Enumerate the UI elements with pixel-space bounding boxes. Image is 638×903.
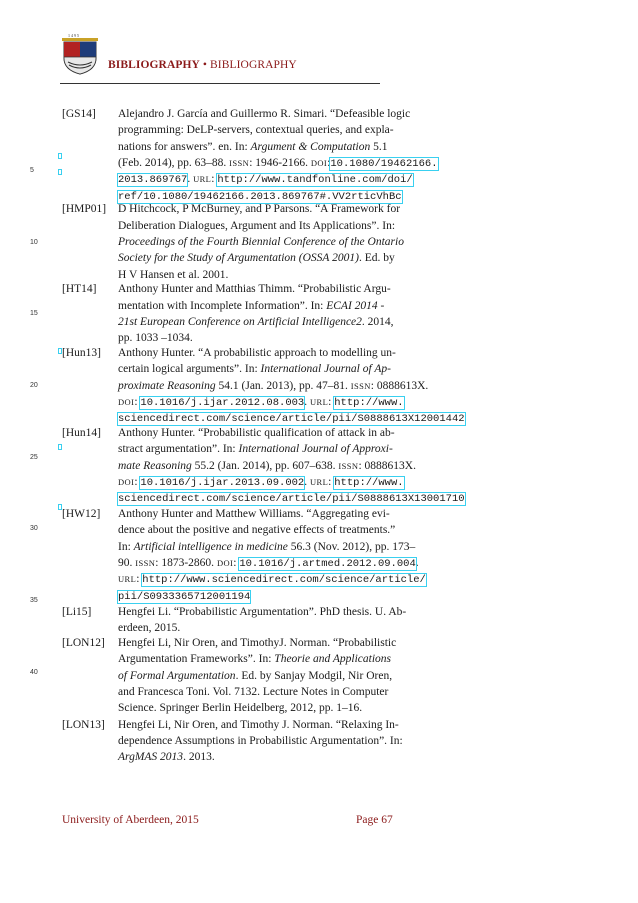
url-label: URL	[309, 477, 329, 488]
entry-text: . Ed. by Sanjay Modgil, Nir Oren,	[235, 669, 393, 682]
citation-key: [HW12]	[62, 507, 101, 520]
issn-value: : 1946-2166.	[249, 157, 311, 170]
entry-text: stract argumentation”. In:	[118, 443, 239, 456]
entry-text: dependence Assumptions in Probabilistic Argumentation”. In:	[118, 734, 403, 747]
citation-key: [Li15]	[62, 605, 92, 618]
entry-text	[118, 189, 402, 204]
entry-text	[118, 251, 395, 265]
workshop-title: ArgMAS 2013	[118, 750, 184, 763]
entry-text: Hengfei Li, Nir Oren, and TimothyJ. Norman. “Probabilistic	[118, 636, 397, 649]
footer-university: University of Aberdeen, 2015	[62, 814, 199, 826]
entry-text: and Francesca Toni. Vol. 7132. Lecture Notes in Computer	[118, 685, 389, 698]
entry-text: pp. 1033 –1034.	[118, 332, 193, 345]
doi-link[interactable]: 10.1016/j.ijar.2013.09.002	[140, 477, 305, 490]
issn-label: ISSN	[350, 380, 371, 391]
link-marker	[58, 153, 62, 159]
entry-text: 54.1 (Jan. 2013), pp. 47–81.	[215, 379, 351, 392]
entry-text: Deliberation Dialogues, Argument and Its Applications”. In:	[118, 219, 396, 232]
entry-text	[118, 442, 393, 456]
entry-text: 2013.869767. URL: http://www.tandfonline.com/doi/	[118, 173, 413, 187]
doi-link[interactable]: 10.1080/19462166.	[330, 158, 438, 171]
entry-text	[118, 411, 465, 426]
entry-text: URL: http://www.sciencedirect.com/science/article/	[118, 573, 426, 587]
issn-value: : 1873-2860.	[155, 556, 217, 569]
entry-text	[118, 652, 391, 666]
entry-text	[118, 235, 404, 249]
entry-text: D Hitchcock, P McBurney, and P Parsons. “A Framework for	[118, 203, 401, 216]
citation-key: [GS14]	[62, 107, 96, 120]
entry-text	[118, 669, 392, 683]
issn-label: ISSN	[229, 158, 250, 169]
svg-text:1 4 9 5: 1 4 9 5	[68, 33, 79, 38]
entry-text	[118, 459, 416, 473]
header-separator: •	[199, 59, 211, 71]
header-title-bold: BIBLIOGRAPHY	[108, 59, 200, 71]
url-link[interactable]: ref/10.1080/19462166.2013.869767#.VV2rticVhBc	[118, 190, 402, 203]
entry-text: 56.3 (Nov. 2012), pp. 173–	[287, 540, 416, 553]
entry-text: 5.1	[370, 140, 388, 153]
entry-text: (Feb. 2014), pp. 63–88. ISSN: 1946-2166. DOI:10.1080/19462166.	[118, 157, 438, 171]
entry-text	[118, 750, 215, 764]
line-number: 30	[30, 524, 38, 532]
url-link[interactable]: http://www.sciencedirect.com/science/article/	[142, 574, 426, 587]
line-number: 15	[30, 309, 38, 317]
issn-value: : 0888613X.	[358, 459, 416, 472]
line-number: 40	[30, 668, 38, 676]
entry-text: Anthony Hunter. “A probabilistic approach to modelling un-	[118, 347, 396, 360]
citation-key: [HT14]	[62, 283, 97, 296]
link-marker	[58, 169, 62, 175]
journal-title: proximate Reasoning	[118, 379, 216, 392]
entry-text: dence about the positive and negative effects of treatments.”	[118, 524, 396, 537]
journal-title: Artificial intelligence in medicine	[133, 540, 288, 553]
doi-link[interactable]: 10.1016/j.artmed.2012.09.004	[239, 557, 416, 570]
entry-text	[118, 491, 465, 506]
conference-title: 21st European Conference on Artificial Intelligence2	[118, 316, 362, 329]
entry-text: . 2013.	[183, 750, 215, 763]
doi-label: DOI	[310, 158, 328, 169]
entry-text	[118, 540, 415, 554]
entry-text: 90.	[118, 556, 136, 569]
entry-text: Argumentation Frameworks”. In:	[118, 653, 275, 666]
url-link[interactable]: http://www.	[334, 477, 404, 490]
link-marker	[58, 444, 62, 450]
citation-key: [Hun14]	[62, 426, 101, 439]
entry-text: certain logical arguments”. In:	[118, 363, 261, 376]
entry-text: . Ed. by	[358, 252, 395, 265]
doi-label: DOI	[118, 477, 135, 488]
url-link[interactable]: sciencedirect.com/science/article/pii/S0888613X12001442	[118, 413, 465, 426]
entry-text: Hengfei Li. “Probabilistic Argumentation”. PhD thesis. U. Ab-	[118, 605, 407, 618]
entry-text: 90. ISSN: 1873-2860. DOI: 10.1016/j.artmed.2012.09.004.	[118, 556, 419, 570]
url-link[interactable]: http://www.	[334, 397, 404, 410]
proceedings-title: Proceedings of the Fourth Biennial Conference of the Ontario	[118, 236, 404, 249]
entry-text: Science. Springer Berlin Heidelberg, 2012, pp. 1–16.	[118, 702, 363, 715]
entry-text: . 2014,	[361, 316, 394, 329]
journal-title: International Journal of Approxi-	[238, 443, 393, 456]
running-header	[108, 59, 297, 71]
url-link[interactable]: pii/S0933365712001194	[118, 590, 251, 603]
doi-label: DOI	[216, 557, 234, 568]
entry-text: (Feb. 2014), pp. 63–88.	[118, 157, 230, 170]
entry-text	[118, 140, 387, 154]
proceedings-title: Society for the Study of Argumentation (OSSA 2001)	[118, 252, 359, 265]
citation-key: [Hun13]	[62, 346, 101, 359]
url-label: URL	[118, 574, 137, 585]
entry-text: Anthony Hunter and Matthew Williams. “Aggregating evi-	[118, 507, 390, 520]
line-number: 10	[30, 238, 38, 246]
line-number: 35	[30, 597, 38, 605]
url-label: URL	[193, 174, 212, 185]
header-title-regular: BIBLIOGRAPHY	[210, 59, 297, 71]
entry-text: nations for answers”. en. In:	[118, 140, 251, 153]
entry-text: H V Hansen et al. 2001.	[118, 268, 229, 281]
footer-page-number: Page 67	[356, 814, 393, 826]
url-link[interactable]: http://www.tandfonline.com/doi/	[217, 174, 413, 187]
entry-text	[118, 299, 384, 313]
doi-link[interactable]: 2013.869767	[118, 174, 188, 187]
citation-key: [LON13]	[62, 718, 105, 731]
url-link[interactable]: sciencedirect.com/science/article/pii/S0888613X13001710	[118, 493, 465, 506]
entry-text: Hengfei Li, Nir Oren, and Timothy J. Norman. “Relaxing In-	[118, 718, 399, 731]
doi-label: DOI	[118, 397, 135, 408]
entry-text: DOI: 10.1016/j.ijar.2012.08.003. URL: http://www.	[118, 396, 404, 410]
line-number: 20	[30, 382, 38, 390]
entry-text	[118, 362, 391, 376]
entry-text: 55.2 (Jan. 2014), pp. 607–638.	[191, 459, 339, 472]
line-number: 5	[30, 167, 34, 175]
issn-label: ISSN	[135, 557, 156, 568]
entry-text: Anthony Hunter and Matthias Thimm. “Probabilistic Argu-	[118, 283, 391, 296]
header-rule	[60, 83, 380, 84]
entry-text: DOI: 10.1016/j.ijar.2013.09.002. URL: http://www.	[118, 476, 404, 490]
conference-title: ECAI 2014 -	[326, 299, 385, 312]
book-title: Theorie and Applications	[274, 653, 391, 666]
entry-text: erdeen, 2015.	[118, 622, 181, 635]
entry-text: programming: DeLP-servers, contextual queries, and expla-	[118, 124, 394, 137]
url-label: URL	[309, 397, 329, 408]
citation-key: [HMP01]	[62, 203, 107, 216]
doi-link[interactable]: 10.1016/j.ijar.2012.08.003	[140, 397, 305, 410]
entry-text: Alejandro J. García and Guillermo R. Simari. “Defeasible logic	[118, 108, 411, 120]
journal-title: Argument & Computation	[250, 140, 371, 153]
entry-text	[118, 379, 428, 393]
journal-title: International Journal of Ap-	[260, 363, 391, 376]
entry-text	[118, 315, 394, 329]
entry-text: Anthony Hunter. “Probabilistic qualification of attack in ab-	[118, 427, 395, 440]
issn-value: : 0888613X.	[370, 379, 429, 392]
citation-key: [LON12]	[62, 636, 105, 649]
journal-title: mate Reasoning	[118, 459, 192, 472]
university-crest-icon	[60, 32, 100, 76]
entry-text: mentation with Incomplete Information”. In:	[118, 299, 327, 312]
book-title: of Formal Argumentation	[118, 669, 236, 682]
issn-label: ISSN	[338, 460, 359, 471]
line-number: 25	[30, 453, 38, 461]
entry-text: In:	[118, 540, 134, 553]
entry-text	[118, 589, 250, 604]
